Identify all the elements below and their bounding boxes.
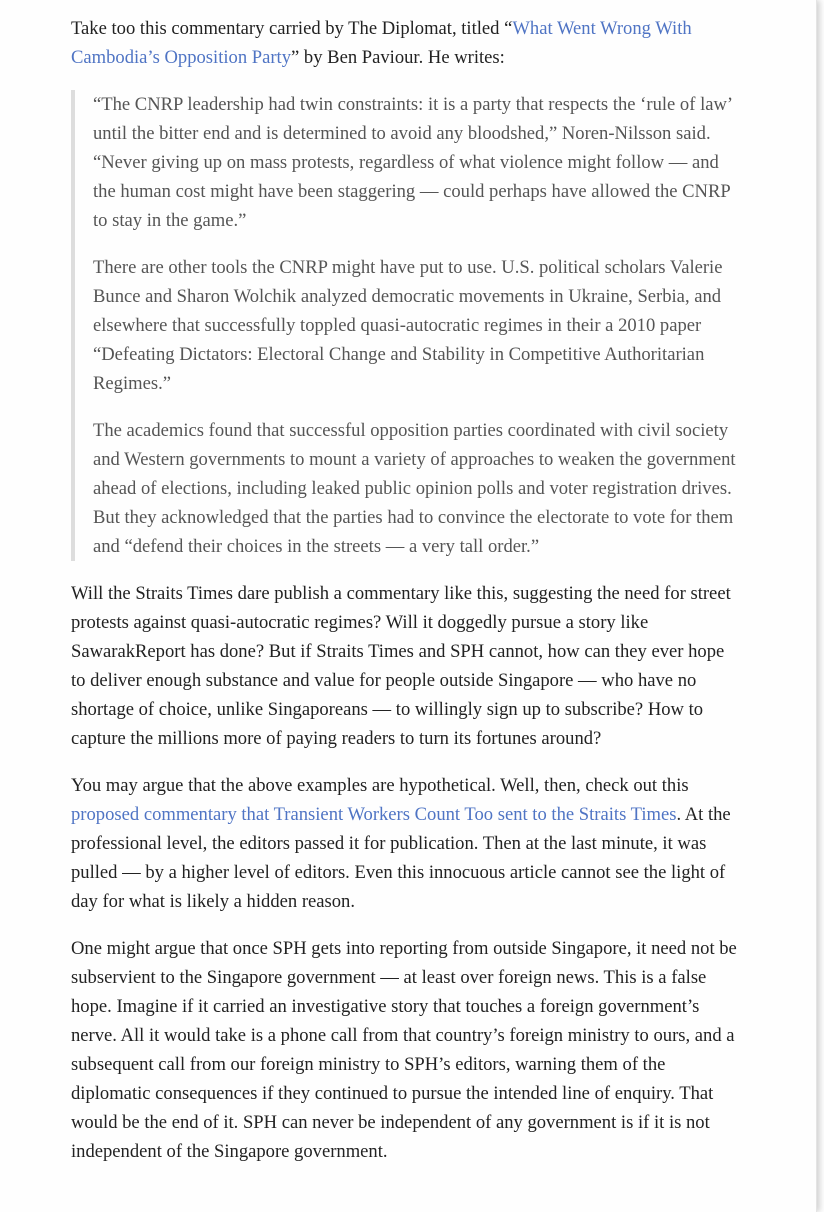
quote-paragraph-2: There are other tools the CNRP might have put to use. U.S. political scholars Valerie Bunce and Sharon Wolchik analyzed democratic movements in Ukraine, Serbia, and elsewhere that successfully toppled quasi-autocratic regimes in their a 2010 paper “Defeating Dictators: Electoral Change and Stability in Competitive Authoritarian Regimes.”: [93, 256, 723, 395]
quote-paragraph-1: “The CNRP leadership had twin constraints: it is a party that respects the ‘rule of law’ until the bitter end and is determined to avoid any bloodshed,” Noren-Nilsson said. “Never giving up on mass protests, regardless of what violence might follow — and the human cost might have been staggering — could perhaps have allowed the CNRP to stay in the game.”: [93, 93, 732, 232]
straits-times-paragraph: Will the Straits Times dare publish a commentary like this, suggesting the need for street protests against quasi-autocratic regimes? Will it doggedly pursue a story like SawarakReport has done? But if Straits Times and SPH cannot, how can they ever hope to deliver enough substance and value for people outside Singapore — who have no shortage of choice, unlike Singaporeans — to willingly sign up to subscribe? How to capture the millions more of paying readers to turn its fortunes around?: [71, 582, 731, 750]
intro-text-after: ” by Ben Paviour. He writes:: [291, 47, 505, 69]
intro-paragraph: [71, 14, 743, 72]
foreign-news-paragraph: One might argue that once SPH gets into reporting from outside Singapore, it need not be subservient to the Singapore government — at least over foreign news. This is a false hope. Imagine if it carried an investigative story that touches a foreign government’s nerve. All it would take is a phone call from that country’s foreign ministry to ours, and a subsequent call from our foreign ministry to SPH’s editors, warning them of the diplomatic consequences if they continued to pursue the intended line of enquiry. That would be the end of it. SPH can never be independent of any government is if it is not independent of the Singapore government.: [71, 937, 737, 1163]
diplomat-blockquote: [71, 90, 743, 561]
twc2-commentary-link[interactable]: proposed commentary that Transient Workers Count Too sent to the Straits Times: [71, 803, 677, 825]
hypothetical-paragraph: [71, 771, 743, 916]
intro-text-before: Take too this commentary carried by The Diplomat, titled “: [71, 18, 513, 39]
quote-paragraph-3: The academics found that successful opposition parties coordinated with civil society and Western governments to mount a variety of approaches to weaken the government ahead of elections, including leaked public opinion polls and voter registration drives. But they acknowledged that the parties had to convince the electorate to vote for them and “defend their choices in the streets — a very tall order.”: [93, 419, 736, 557]
hypothetical-text-before: You may argue that the above examples are hypothetical. Well, then, check out this: [71, 774, 689, 796]
diplomat-article-link[interactable]: What Went Wrong With Cambodia’s Opposition Party: [71, 18, 692, 69]
hypothetical-text-after: . At the professional level, the editors passed it for publication. Then at the last minute, it was pulled — by a higher level of editors. Even this innocuous article cannot see the light of day for what is likely a hidden reason.: [71, 803, 731, 913]
article-body: [71, 14, 743, 1184]
